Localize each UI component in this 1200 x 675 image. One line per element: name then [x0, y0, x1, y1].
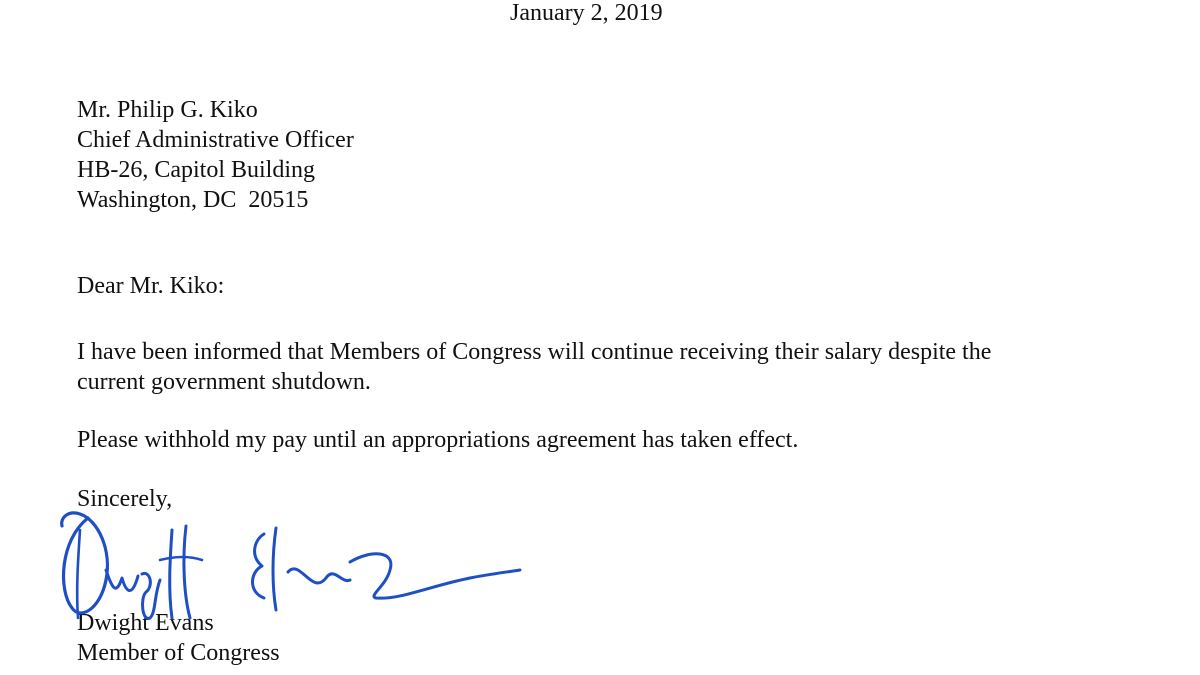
- body-paragraph-2: Please withhold my pay until an appropriations agreement has taken effect.: [77, 427, 799, 453]
- signer-name: Dwight Evans: [77, 610, 214, 636]
- body-paragraph-1-line-2: current government shutdown.: [77, 369, 371, 395]
- body-paragraph-1: [77, 337, 1137, 397]
- signature-stroke-t: [160, 557, 202, 560]
- signature-stroke-flourish: [350, 554, 520, 598]
- recipient-name: Mr. Philip G. Kiko: [77, 97, 258, 123]
- closing: Sincerely,: [77, 486, 173, 512]
- signer-title: Member of Congress: [77, 640, 280, 666]
- salutation: Dear Mr. Kiko:: [77, 273, 225, 299]
- body-paragraph-1-line-1: I have been informed that Members of Congress will continue receiving their salary despite the: [77, 339, 992, 365]
- signature-stroke-vans: [288, 569, 350, 583]
- signature-stroke-h: [170, 530, 172, 618]
- recipient-title: Chief Administrative Officer: [77, 127, 354, 153]
- recipient-address-line1: HB-26, Capitol Building: [77, 157, 316, 183]
- signature-stroke-t2: [184, 526, 190, 618]
- signature-stroke-w: [106, 570, 138, 591]
- signature-stroke-e: [253, 534, 265, 598]
- letter-date: January 2, 2019: [510, 0, 663, 26]
- signature-stroke-e2: [273, 528, 276, 610]
- recipient-address-block: [77, 95, 354, 215]
- signature-stroke-d: [62, 513, 108, 613]
- recipient-address-line2: Washington, DC 20515: [77, 187, 309, 213]
- signature-stroke-d-stem: [77, 530, 80, 618]
